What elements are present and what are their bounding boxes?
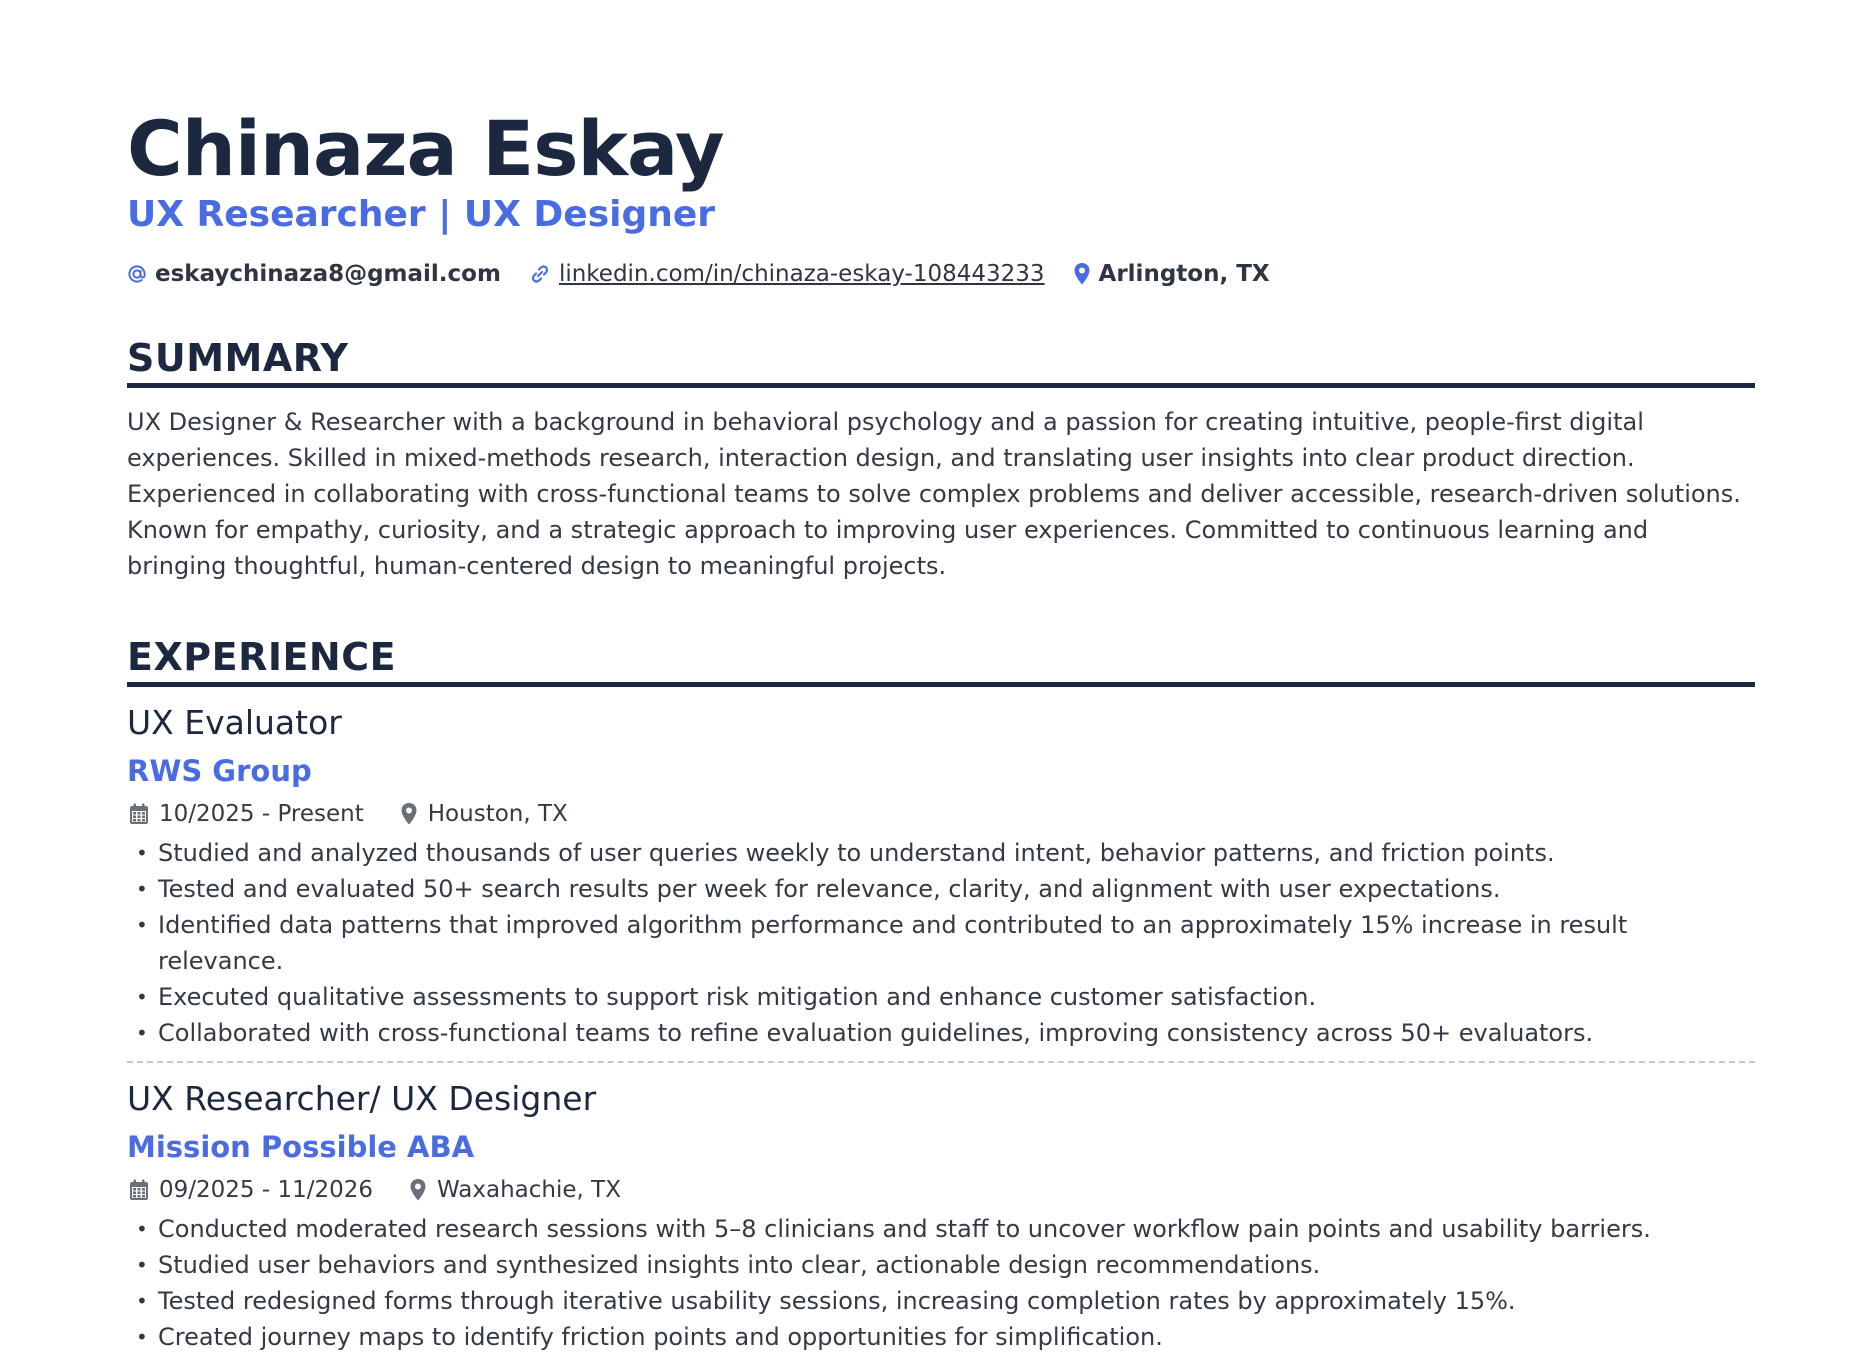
list-item: • Conducted moderated research sessions with 5–8 clinicians and staff to uncover workflow pain points and usability barriers.	[127, 1211, 1755, 1247]
email-text: eskaychinaza8@gmail.com	[155, 261, 501, 287]
summary-line: Known for empathy, curiosity, and a strategic approach to improving user experiences. Committed to continuous learning and	[127, 516, 1649, 544]
job-divider	[127, 1061, 1755, 1063]
experience-heading: EXPERIENCE	[127, 635, 397, 679]
list-item: • Created journey maps to identify friction points and opportunities for simplification.	[127, 1319, 1755, 1355]
summary-line: UX Designer & Researcher with a background in behavioral psychology and a passion for creating intuitive, people-first digital	[127, 408, 1644, 436]
contact-linkedin[interactable]	[529, 261, 1045, 287]
contact-location	[1073, 261, 1270, 287]
candidate-name: Chinaza Eskay	[127, 104, 724, 193]
summary-line: Experienced in collaborating with cross-functional teams to solve complex problems and deliver accessible, research-driven solutions.	[127, 480, 1741, 508]
list-item: • Tested redesigned forms through iterative usability sessions, increasing completion rates by approximately 15%.	[127, 1283, 1755, 1319]
job-entry	[127, 703, 1755, 1051]
job-dates	[127, 801, 364, 827]
experience-rule	[127, 682, 1755, 687]
map-pin-icon	[400, 802, 418, 826]
job-title: UX Evaluator	[127, 703, 342, 742]
job-meta	[127, 1173, 1755, 1207]
summary-text	[127, 404, 1755, 584]
location-text: Arlington, TX	[1098, 261, 1270, 287]
job-dates-text: 09/2025 - 11/2026	[159, 1177, 374, 1203]
job-title: UX Researcher/ UX Designer	[127, 1079, 597, 1118]
list-item: • Identified data patterns that improved algorithm performance and contributed to an approximately 15% increase in result relevance.	[127, 907, 1755, 979]
job-location	[407, 1177, 621, 1203]
contact-email[interactable]	[127, 261, 501, 287]
list-item: • Studied and analyzed thousands of user queries weekly to understand intent, behavior patterns, and friction points.	[127, 835, 1755, 871]
job-location-text: Houston, TX	[427, 801, 568, 827]
job-meta	[127, 797, 1755, 831]
resume-content	[127, 105, 1755, 1355]
summary-line: bringing thoughtful, human-centered design to meaningful projects.	[127, 552, 947, 580]
linkedin-link[interactable]: linkedin.com/in/chinaza-eskay-108443233	[558, 261, 1045, 287]
job-bullets	[127, 835, 1755, 1051]
list-item: • Studied user behaviors and synthesized insights into clear, actionable design recommendations.	[127, 1247, 1755, 1283]
at-icon	[127, 264, 147, 284]
summary-heading: SUMMARY	[127, 336, 349, 380]
candidate-title: UX Researcher | UX Designer	[127, 194, 716, 235]
link-icon	[529, 263, 551, 285]
summary-rule	[127, 383, 1755, 388]
map-pin-icon	[1073, 262, 1091, 286]
job-entry	[127, 1079, 1755, 1355]
company-name: Mission Possible ABA	[127, 1130, 475, 1164]
job-location-text: Waxahachie, TX	[437, 1177, 621, 1203]
calendar-icon	[129, 1179, 149, 1201]
job-dates	[127, 1177, 373, 1203]
job-dates-text: 10/2025 - Present	[159, 801, 364, 827]
calendar-icon	[129, 803, 149, 825]
list-item: • Tested and evaluated 50+ search results per week for relevance, clarity, and alignment with user expectations.	[127, 871, 1755, 907]
job-bullets	[127, 1211, 1755, 1355]
list-item: • Executed qualitative assessments to support risk mitigation and enhance customer satisfaction.	[127, 979, 1755, 1015]
map-pin-icon	[409, 1178, 427, 1202]
list-item: • Collaborated with cross-functional teams to refine evaluation guidelines, improving consistency across 50+ evaluators.	[127, 1015, 1755, 1051]
contact-row	[127, 257, 1755, 291]
job-location	[398, 801, 568, 827]
company-name: RWS Group	[127, 754, 312, 788]
summary-line: experiences. Skilled in mixed-methods research, interaction design, and translating user insights into clear product direction.	[127, 444, 1635, 472]
